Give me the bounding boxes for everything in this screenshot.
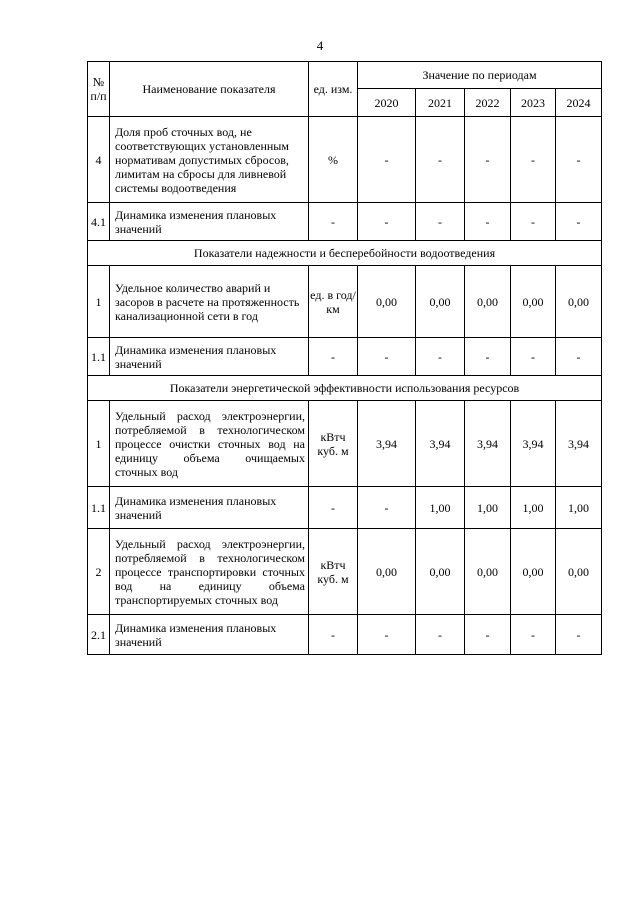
table-header xyxy=(88,62,602,117)
row-name: Удельный расход электроэнергии, потребляемой в технологическом процессе очистки сточных вод на единицу объема очищаемых сточных вод xyxy=(110,401,309,487)
row-num: 1.1 xyxy=(88,487,110,529)
value-2023: - xyxy=(511,338,556,376)
row-unit: кВтч куб. м xyxy=(309,401,358,487)
value-2021: 1,00 xyxy=(416,487,465,529)
table-row xyxy=(88,117,602,203)
row-num: 2 xyxy=(88,529,110,615)
row-unit: - xyxy=(309,203,358,241)
value-2021: - xyxy=(416,117,465,203)
row-name: Удельное количество аварий и засоров в расчете на протяженность канализационной сети в год xyxy=(110,266,309,338)
row-unit: кВтч куб. м xyxy=(309,529,358,615)
value-2020: 0,00 xyxy=(358,529,416,615)
value-2024: 0,00 xyxy=(556,266,602,338)
row-name: Доля проб сточных вод, не соответствующих установленным нормативам допустимых сбросов, лимитам на сбросы для ливневой системы водоотведения xyxy=(110,117,309,203)
table-row xyxy=(88,266,602,338)
value-2020: 3,94 xyxy=(358,401,416,487)
row-unit: % xyxy=(309,117,358,203)
value-2023: 1,00 xyxy=(511,487,556,529)
value-2023: - xyxy=(511,615,556,655)
value-2022: 3,94 xyxy=(465,401,511,487)
table-row xyxy=(88,401,602,487)
value-2023: 3,94 xyxy=(511,401,556,487)
row-num: 2.1 xyxy=(88,615,110,655)
header-year-2023: 2023 xyxy=(511,89,556,117)
page-number: 4 xyxy=(316,38,324,53)
section-title-energy: Показатели энергетической эффективности использования ресурсов xyxy=(88,376,602,401)
value-2024: - xyxy=(556,338,602,376)
table-row xyxy=(88,615,602,655)
value-2021: - xyxy=(416,615,465,655)
header-year-2022: 2022 xyxy=(465,89,511,117)
section-title-reliability: Показатели надежности и бесперебойности водоотведения xyxy=(88,241,602,266)
value-2024: - xyxy=(556,203,602,241)
value-2020: - xyxy=(358,203,416,241)
header-unit: ед. изм. xyxy=(309,62,358,117)
value-2023: 0,00 xyxy=(511,529,556,615)
indicators-table xyxy=(87,61,602,655)
value-2020: - xyxy=(358,615,416,655)
row-unit: - xyxy=(309,338,358,376)
header-year-2020: 2020 xyxy=(358,89,416,117)
value-2022: - xyxy=(465,203,511,241)
row-name: Динамика изменения плановых значений xyxy=(110,338,309,376)
value-2024: 1,00 xyxy=(556,487,602,529)
header-name: Наименование показателя xyxy=(110,62,309,117)
value-2021: 0,00 xyxy=(416,529,465,615)
value-2022: 0,00 xyxy=(465,266,511,338)
header-year-2024: 2024 xyxy=(556,89,602,117)
value-2020: - xyxy=(358,487,416,529)
table-row xyxy=(88,203,602,241)
row-name: Динамика изменения плановых значений xyxy=(110,615,309,655)
value-2021: 3,94 xyxy=(416,401,465,487)
value-2022: 1,00 xyxy=(465,487,511,529)
row-num: 1 xyxy=(88,401,110,487)
value-2022: - xyxy=(465,615,511,655)
value-2024: - xyxy=(556,117,602,203)
row-unit: - xyxy=(309,615,358,655)
row-name: Динамика изменения плановых значений xyxy=(110,203,309,241)
value-2024: 3,94 xyxy=(556,401,602,487)
value-2022: 0,00 xyxy=(465,529,511,615)
table-row xyxy=(88,487,602,529)
row-name: Динамика изменения плановых значений xyxy=(110,487,309,529)
section-header-row xyxy=(88,376,602,401)
row-unit: - xyxy=(309,487,358,529)
value-2022: - xyxy=(465,338,511,376)
table-row xyxy=(88,338,602,376)
header-periods: Значение по периодам xyxy=(358,62,602,89)
value-2023: - xyxy=(511,203,556,241)
value-2021: - xyxy=(416,203,465,241)
section-header-row xyxy=(88,241,602,266)
header-num: № п/п xyxy=(88,62,110,117)
value-2023: - xyxy=(511,117,556,203)
row-num: 1.1 xyxy=(88,338,110,376)
header-year-2021: 2021 xyxy=(416,89,465,117)
row-num: 4 xyxy=(88,117,110,203)
value-2022: - xyxy=(465,117,511,203)
row-num: 4.1 xyxy=(88,203,110,241)
row-name: Удельный расход электроэнергии, потребляемой в технологическом процессе транспортировки сточных вод на единицу объема транспортируемых сточных вод xyxy=(110,529,309,615)
value-2020: - xyxy=(358,338,416,376)
value-2024: 0,00 xyxy=(556,529,602,615)
value-2021: 0,00 xyxy=(416,266,465,338)
table-row xyxy=(88,529,602,615)
value-2024: - xyxy=(556,615,602,655)
row-unit: ед. в год/км xyxy=(309,266,358,338)
value-2020: 0,00 xyxy=(358,266,416,338)
row-num: 1 xyxy=(88,266,110,338)
value-2023: 0,00 xyxy=(511,266,556,338)
value-2020: - xyxy=(358,117,416,203)
value-2021: - xyxy=(416,338,465,376)
